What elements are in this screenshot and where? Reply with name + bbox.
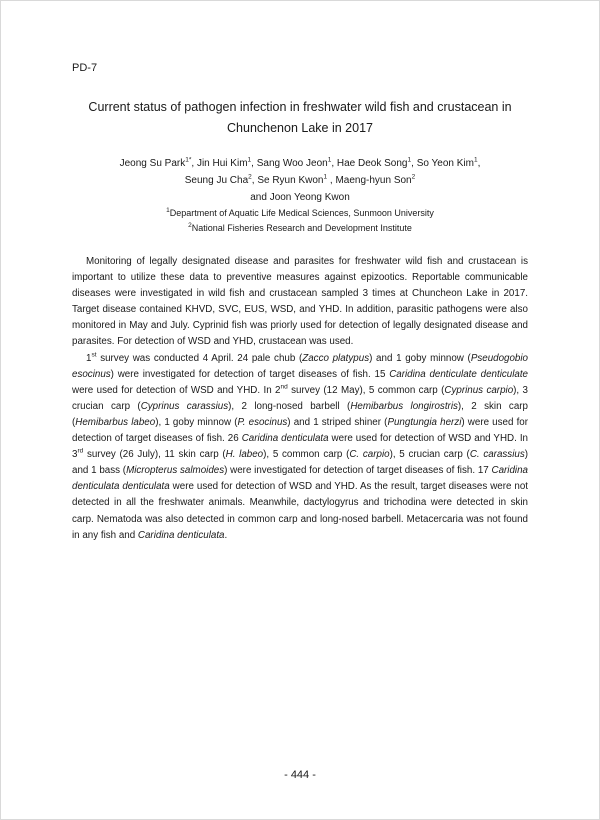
affiliation-sup: 1 bbox=[166, 207, 170, 214]
text-run: ), 2 skin carp ( bbox=[72, 400, 528, 428]
author: So Yeon Kim bbox=[416, 158, 474, 169]
author-sup: 2 bbox=[411, 173, 416, 181]
author: Joon Yeong Kwon bbox=[269, 192, 350, 203]
text-run: ), 5 crucian carp ( bbox=[389, 449, 470, 461]
session-code: PD-7 bbox=[72, 62, 98, 74]
text-run: ) were used for detection of target diseases of fish. 26 bbox=[72, 416, 528, 445]
author: Hae Deok Song bbox=[336, 158, 408, 169]
text-run: ) and 1 striped shiner ( bbox=[287, 416, 388, 428]
author: Sang Woo Jeon bbox=[256, 158, 328, 169]
abstract-body bbox=[72, 254, 528, 544]
text-run: ) and 1 bass ( bbox=[72, 449, 528, 477]
ordinal-sup: rd bbox=[77, 447, 84, 455]
author-list: Jeong Su Park$^{1*}$, Jin Hui Kim$^1$, Sang Woo Jeon$^1$, Hae Deok Song$^1$, So Yeon Kim$^1$, Seung Ju Cha$^2$, Se Ryun Kwon$^1$ , Maeng-hyun Son$^2$ and Joon Yeong Kwon bbox=[119, 156, 481, 203]
author: Jeong Su Park bbox=[119, 158, 186, 169]
species-name: H. labeo bbox=[225, 449, 264, 461]
paragraph-2 bbox=[72, 351, 528, 544]
text-run: ), 3 crucian carp ( bbox=[72, 384, 528, 412]
page-number: - 444 - bbox=[284, 769, 316, 781]
species-name: Pseudogobio esocinus bbox=[72, 352, 529, 380]
species-name: Cyprinus carpio bbox=[444, 384, 514, 396]
affiliation-2: National Fisheries Research and Development Institute bbox=[191, 223, 412, 233]
text-run: survey was conducted 4 April. 24 pale chub ( bbox=[96, 352, 303, 364]
affiliations bbox=[60, 206, 540, 236]
species-name: Caridina denticulata bbox=[137, 529, 225, 541]
species-name: P. esocinus bbox=[237, 416, 288, 428]
author-sup: 1 bbox=[473, 156, 478, 164]
species-name: Micropterus salmoides bbox=[126, 465, 225, 477]
paragraph-1: Monitoring of legally designated disease and parasites for freshwater wild fish and crustacean is important to utilize these data to preventive measures against epizootics. Reportable communicable diseases were investigated in wild fish and crustacean sampled 3 times at Chuncheon Lake in 2017. Target disease contained KHVD, SVC, EUS, WSD, and YHD. In addition, parasitic pathogens were also monitored in May and July. Cyprinid fish was priorly used for detection of legally designated disease and parasites. For detection of WSD and YHD, crustacean was used. bbox=[72, 256, 528, 348]
author-sup: 1* bbox=[185, 156, 192, 164]
author: Jin Hui Kim bbox=[196, 158, 248, 169]
title-line-1: Current status of pathogen infection in freshwater wild fish and crustacean in bbox=[88, 100, 512, 114]
text-run: ), 5 common carp ( bbox=[263, 449, 350, 461]
species-name: Caridina denticulate denticulate bbox=[389, 368, 529, 380]
text-run: ) were investigated for detection of target diseases of fish. 17 bbox=[224, 465, 492, 477]
author-sup: 2 bbox=[248, 173, 252, 181]
species-name: C. carpio bbox=[349, 449, 390, 461]
text-run: were used for detection of WSD and YHD. In 3 bbox=[72, 433, 528, 461]
paper-title bbox=[60, 97, 540, 139]
text-run: were used for detection of WSD and YHD. As the result, target diseases were not detected in all the freshwater animals. Meanwhile, dactylogyrus and trichodina were detected in skin carp. Nematoda was also detected in common carp and long-nosed barbell. Metacercaria was not found in any fish and bbox=[72, 481, 528, 541]
author: Se Ryun Kwon bbox=[257, 175, 324, 186]
text-run: 1 bbox=[86, 352, 92, 364]
text-run: . bbox=[224, 529, 228, 541]
species-name: Caridina denticulata denticulata bbox=[72, 465, 528, 493]
species-name: Zacco platypus bbox=[302, 352, 370, 364]
author-sup: 1 bbox=[407, 156, 412, 164]
species-name: Cyprinus carassius bbox=[140, 400, 229, 412]
affiliation-1: Department of Aquatic Life Medical Sciences, Sunmoon University bbox=[169, 208, 434, 218]
author-sup: 1 bbox=[323, 173, 328, 181]
title-line-2: Chunchenon Lake in 2017 bbox=[227, 121, 373, 135]
author-sup: 1 bbox=[327, 156, 332, 164]
text-run: ) and 1 goby minnow ( bbox=[369, 352, 471, 364]
text-run: ), 2 long-nosed barbell ( bbox=[228, 400, 351, 412]
ordinal-sup: st bbox=[91, 351, 97, 359]
text-run: survey (26 July), 11 skin carp ( bbox=[83, 449, 226, 461]
species-name: C. carassius bbox=[469, 449, 525, 461]
text-run: survey (12 May), 5 common carp ( bbox=[287, 384, 445, 396]
ordinal-sup: nd bbox=[280, 383, 288, 391]
author-sup: 1 bbox=[247, 156, 252, 164]
text-run: were used for detection of WSD and YHD. In 2 bbox=[72, 384, 281, 396]
species-name: Hemibarbus labeo bbox=[75, 416, 156, 428]
author-conjunction: and bbox=[250, 192, 267, 203]
text-run: ) were investigated for detection of target diseases of fish. 15 bbox=[110, 368, 390, 380]
text-run: ), 1 goby minnow ( bbox=[155, 416, 238, 428]
author: Maeng-hyun Son bbox=[335, 175, 412, 186]
author: Seung Ju Cha bbox=[184, 175, 249, 186]
species-name: Hemibarbus longirostris bbox=[350, 400, 458, 412]
species-name: Caridina denticulata bbox=[241, 433, 329, 445]
species-name: Pungtungia herzi bbox=[387, 416, 462, 428]
affiliation-sup: 2 bbox=[188, 222, 192, 229]
